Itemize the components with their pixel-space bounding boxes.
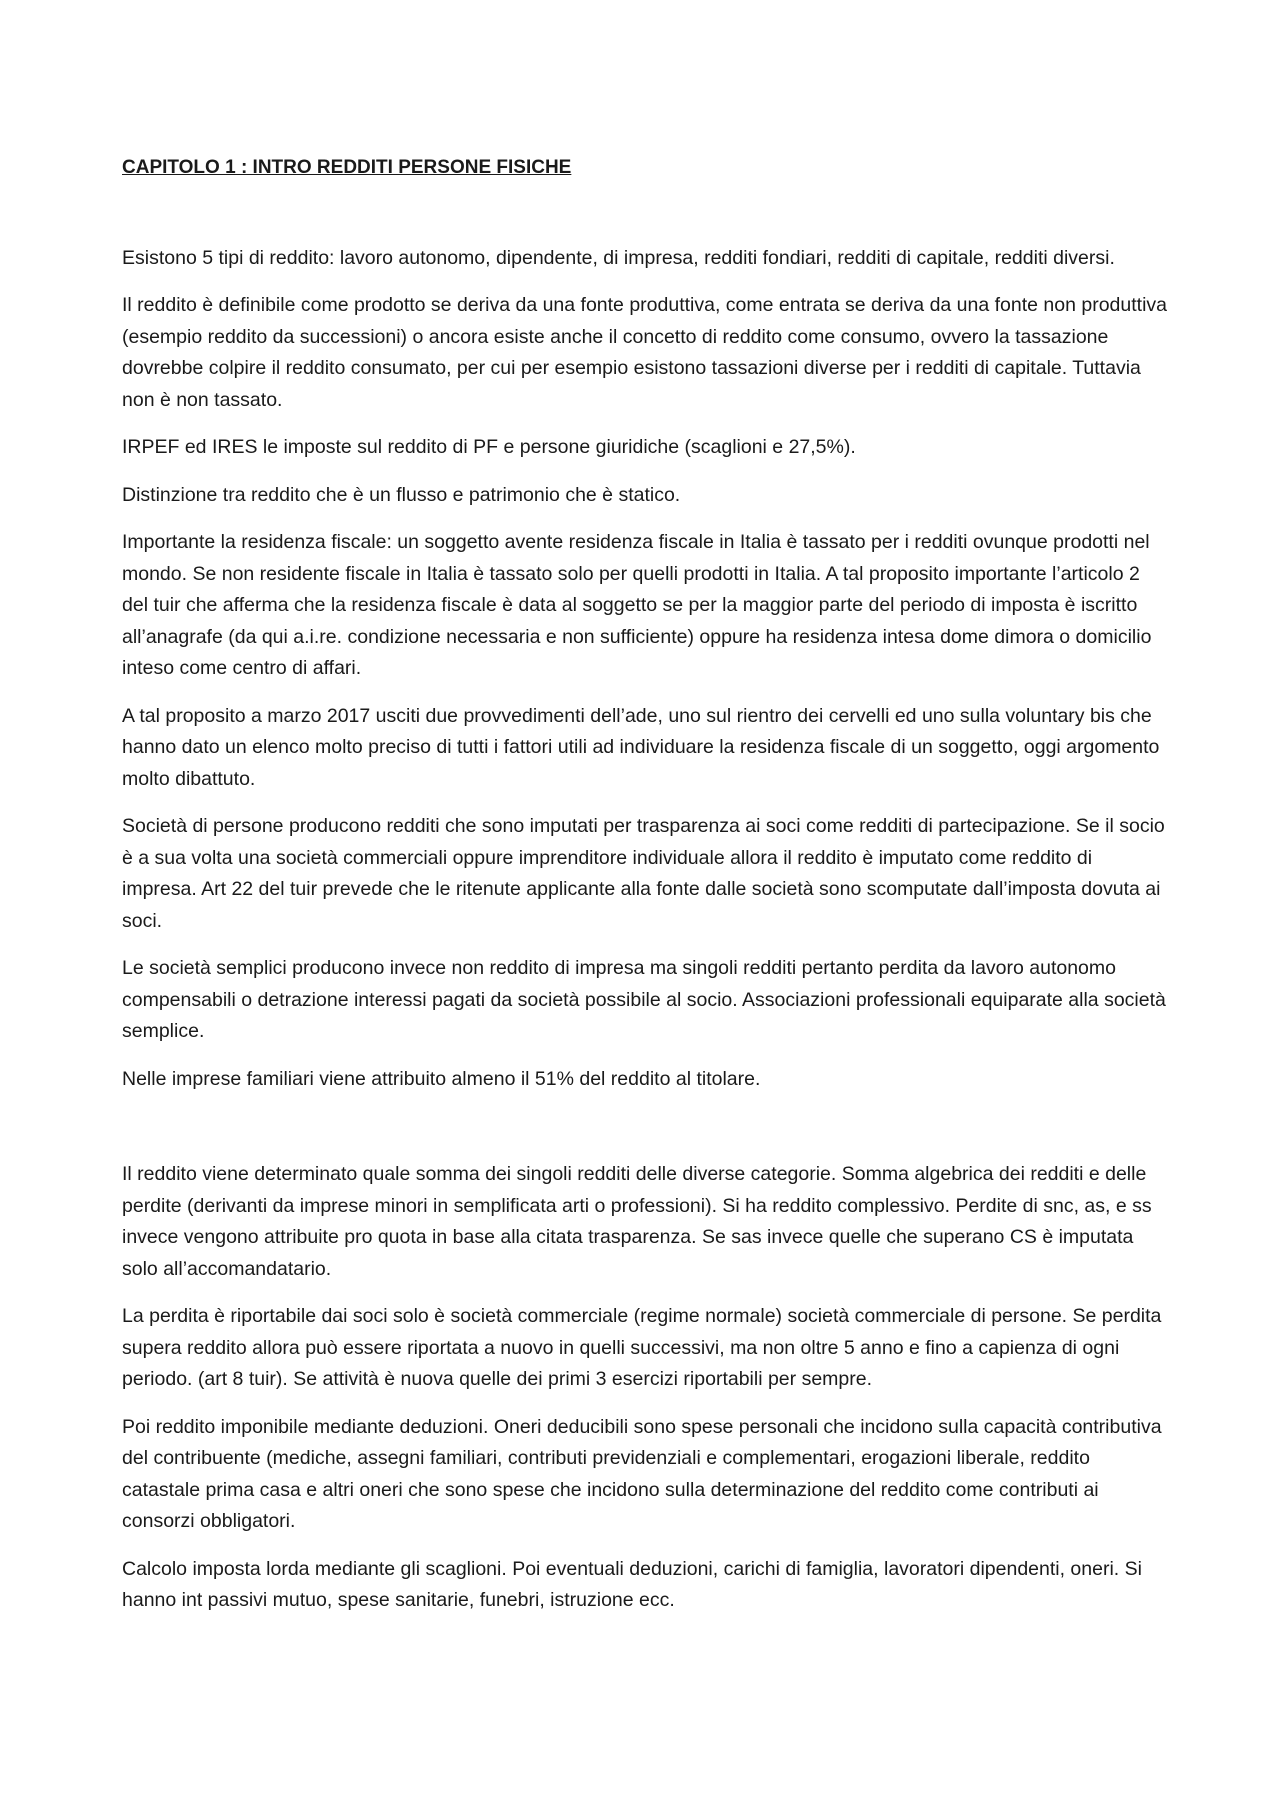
paragraph-reddito-imponibile: Poi reddito imponibile mediante deduzioni. Oneri deducibili sono spese personali che incidono sulla capacità contributiva del contribuente (mediche, assegni familiari, contributi previdenziali e complementari, erogazioni liberale, reddito catastale prima casa e altri oneri che sono spese che incidono sulla determinazione del reddito come contributi ai consorzi obbligatori. [122,1415,1162,1532]
chapter-title: CAPITOLO 1 : INTRO REDDITI PERSONE FISICHE [122,157,572,178]
document-body [122,152,1168,1633]
paragraph-residenza-fiscale: Importante la residenza fiscale: un soggetto avente residenza fiscale in Italia è tassato per i redditi ovunque prodotti nel mondo. Se non residente fiscale in Italia è tassato solo per quelli prodotti in Italia. A tal proposito importante l’articolo 2 del tuir che afferma che la residenza fiscale è data al soggetto se per la maggior parte del periodo di imposta è iscritto all’anagrafe (da qui a.i.re. condizione necessaria e non sufficiente) oppure ha residenza intesa dome dimora o domicilio inteso come centro di affari. [122,531,1152,679]
paragraph-societa-semplici: Le società semplici producono invece non reddito di impresa ma singoli redditi pertanto perdita da lavoro autonomo compensabili o detrazione interessi pagati da società possibile al socio. Associazioni professionali equiparate alla società semplice. [122,957,1166,1042]
paragraph-imprese-familiari: Nelle imprese familiari viene attribuito almeno il 51% del reddito al titolare. [122,1067,761,1090]
paragraph-provvedimenti-ade: A tal proposito a marzo 2017 usciti due provvedimenti dell’ade, uno sul rientro dei cervelli ed uno sulla voluntary bis che hanno dato un elenco molto preciso di tutti i fattori utili ad individuare la residenza fiscale di un soggetto, oggi argomento molto dibattuto. [122,704,1160,790]
paragraph-societa-persone: Società di persone producono redditi che sono imputati per trasparenza ai soci come redditi di partecipazione. Se il socio è a sua volta una società commerciali oppure imprenditore individuale allora il reddito è imputato come reddito di impresa. Art 22 del tuir prevede che le ritenute applicante alla fonte dalle società sono scomputate dall’imposta dovuta ai soci. [122,815,1165,932]
paragraph-perdita-riportabile: La perdita è riportabile dai soci solo è società commerciale (regime normale) società commerciale di persone. Se perdita supera reddito allora può essere riportata a nuovo in quelli successivi, ma non oltre 5 anno e fino a capienza di ogni periodo. (art 8 tuir). Se attività è nuova quelle dei primi 3 esercizi riportabili per sempre. [122,1305,1162,1390]
paragraph-reddito-complessivo: Il reddito viene determinato quale somma dei singoli redditi delle diverse categorie. Somma algebrica dei redditi e delle perdite (derivanti da imprese minori in semplificata arti o professioni). Si ha reddito complessivo. Perdite di snc, as, e ss invece vengono attribuite pro quota in base alla citata trasparenza. Se sas invece quelle che superano CS è imputata solo all’accomandatario. [122,1163,1152,1280]
paragraph-flusso-patrimonio: Distinzione tra reddito che è un flusso e patrimonio che è statico. [122,483,681,506]
section-gap [122,1111,1168,1159]
paragraph-irpef-ires: IRPEF ed IRES le imposte sul reddito di PF e persone giuridiche (scaglioni e 27,5%). [122,436,856,458]
paragraph-imposta-lorda: Calcolo imposta lorda mediante gli scaglioni. Poi eventuali deduzioni, carichi di famiglia, lavoratori dipendenti, oneri. Si hanno int passivi mutuo, spese sanitarie, funebri, istruzione ecc. [122,1557,1142,1611]
paragraph-reddito-tipi: Esistono 5 tipi di reddito: lavoro autonomo, dipendente, di impresa, redditi fondiari, redditi di capitale, redditi diversi. [122,246,1115,269]
paragraph-reddito-definizione: Il reddito è definibile come prodotto se deriva da una fonte produttiva, come entrata se deriva da una fonte non produttiva (esempio reddito da successioni) o ancora esiste anche il concetto di reddito come consumo, ovvero la tassazione dovrebbe colpire il reddito consumato, per cui per esempio esistono tassazioni diverse per i redditi di capitale. Tuttavia non è non tassato. [122,294,1168,411]
